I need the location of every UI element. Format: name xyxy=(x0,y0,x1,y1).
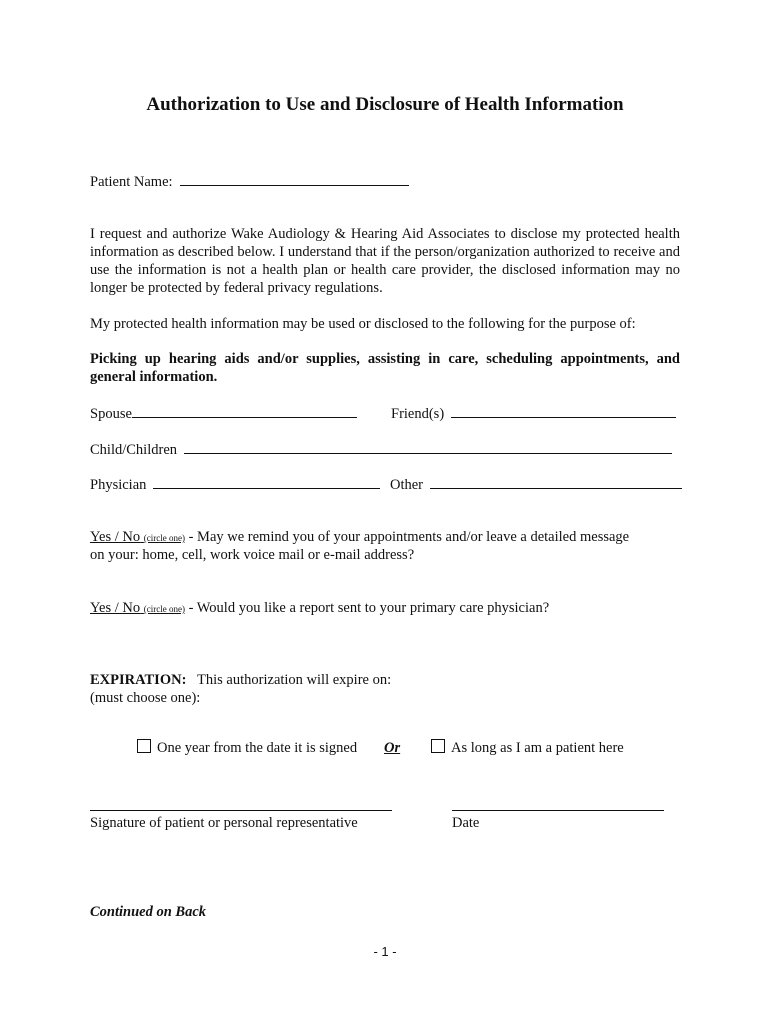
patient-name-label: Patient Name: xyxy=(90,174,173,190)
other-row xyxy=(390,475,682,494)
option-patient[interactable] xyxy=(431,739,624,757)
child-field[interactable] xyxy=(184,440,672,454)
other-field[interactable] xyxy=(430,475,682,489)
spouse-row xyxy=(90,404,357,423)
date-line[interactable] xyxy=(452,810,664,811)
purpose-statement: Picking up hearing aids and/or supplies, assisting in care, scheduling appointments, and general information. xyxy=(90,351,680,385)
other-label: Other xyxy=(390,477,424,493)
child-row xyxy=(90,440,672,459)
spouse-label: Spouse xyxy=(90,406,132,422)
patient-name-field[interactable] xyxy=(180,172,409,186)
child-label: Child/Children xyxy=(90,442,177,458)
reminder-yes-no[interactable]: Yes / No (circle one) xyxy=(90,529,185,545)
option-one-year[interactable] xyxy=(137,739,357,757)
purpose-intro: My protected health information may be used or disclosed to the following for the purpose of: xyxy=(90,316,636,332)
expiration-sub: (must choose one): xyxy=(90,690,201,706)
report-yes-no[interactable]: Yes / No (circle one) xyxy=(90,600,185,616)
signature-label: Signature of patient or personal representative xyxy=(90,815,358,831)
physician-label: Physician xyxy=(90,477,147,493)
reminder-question xyxy=(90,529,629,546)
friends-field[interactable] xyxy=(451,404,676,418)
patient-name-row xyxy=(90,172,409,191)
reminder-question-cont: on your: home, cell, work voice mail or e-mail address? xyxy=(90,547,415,563)
patient-label: As long as I am a patient here xyxy=(451,740,624,756)
report-question xyxy=(90,600,549,617)
continued-note: Continued on Back xyxy=(90,904,207,920)
physician-row xyxy=(90,475,380,494)
page-number: - 1 - xyxy=(373,944,397,959)
patient-checkbox[interactable] xyxy=(431,739,445,753)
spouse-field[interactable] xyxy=(132,404,357,418)
one-year-checkbox[interactable] xyxy=(137,739,151,753)
date-label: Date xyxy=(452,815,480,831)
expiration-text: This authorization will expire on: xyxy=(197,672,392,688)
expiration-label: EXPIRATION: xyxy=(90,672,187,688)
one-year-label: One year from the date it is signed xyxy=(157,740,358,756)
or-text: Or xyxy=(384,740,401,756)
document-title: Authorization to Use and Disclosure of Health Information xyxy=(146,94,624,115)
physician-field[interactable] xyxy=(153,475,380,489)
friends-label: Friend(s) xyxy=(391,406,445,422)
report-question-text: - Would you like a report sent to your primary care physician? xyxy=(184,600,550,616)
reminder-question-text: - May we remind you of your appointments and/or leave a detailed message xyxy=(184,529,630,545)
expiration-heading xyxy=(90,672,391,689)
friends-row xyxy=(391,404,676,423)
signature-line[interactable] xyxy=(90,810,392,811)
authorization-paragraph: I request and authorize Wake Audiology & Hearing Aid Associates to disclose my protected health information as described below. I understand that if the person/organization authorized to receive and use the information is not a health plan or health care provider, the disclosed information may no longer be protected by federal privacy regulations. xyxy=(90,226,680,296)
